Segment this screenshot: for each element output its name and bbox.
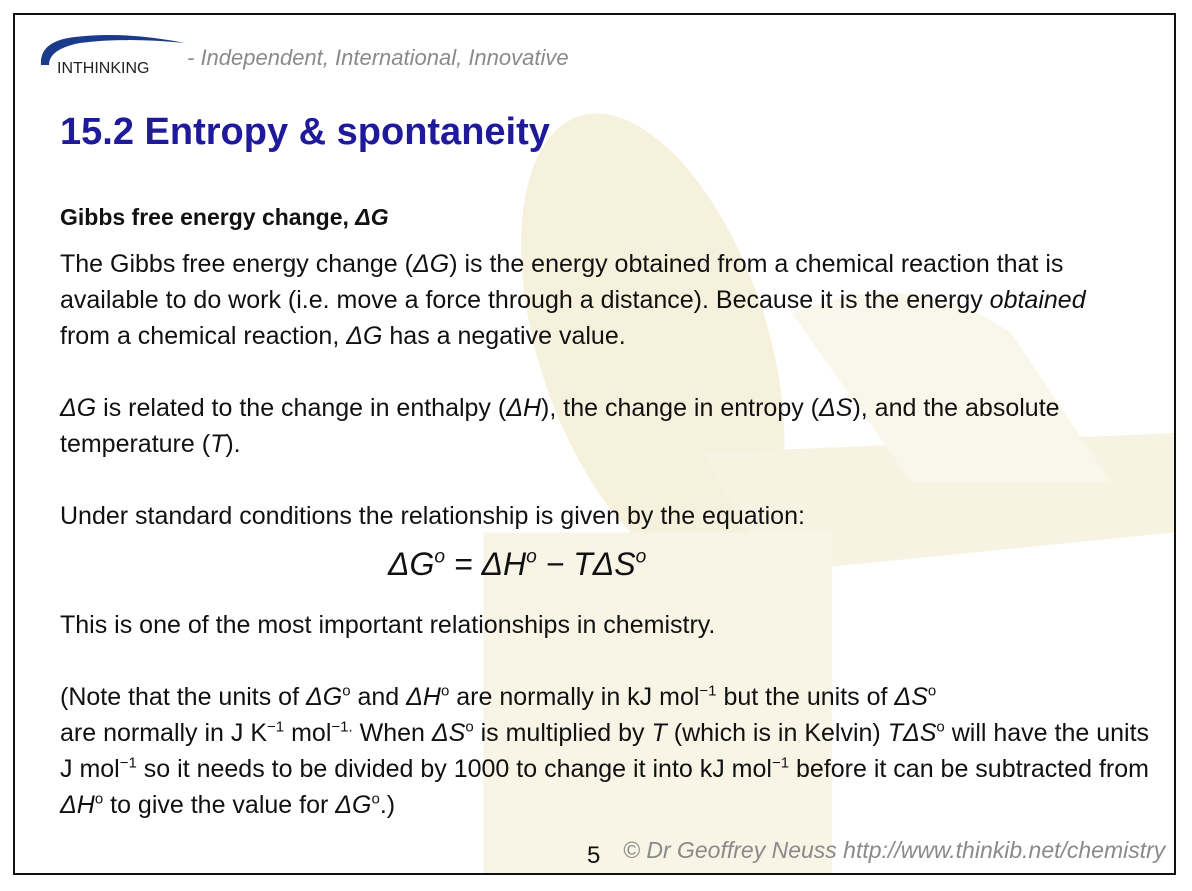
section-heading: Gibbs free energy change, ΔG (60, 204, 389, 230)
page-number: 5 (587, 842, 601, 869)
gibbs-equation: $\Delta G^o = \Delta H^o - T\Delta S^o$ (388, 546, 647, 582)
paragraph-importance: This is one of the most important relationships in chemistry. (60, 611, 716, 639)
slide-title: 15.2 Entropy & spontaneity (60, 111, 550, 153)
inthinking-logo (35, 29, 195, 77)
paragraph-units-note: (Note that the units of $\Delta G^o$ and $\Delta H^o$ are normally in kJ mol$^{-1}$ but the units of $\Delta S^o$ are normally in J $K^{-1}$ mol$^{-1.}$ When $\Delta S^o$ is multiplied by T (which is in Kelvin) TΔS$^o$ will have the units J mol$^{-1}$ so it needs to be divided by 1000 to change it into kJ mol$^{-1}$ before it can be subtracted from $\Delta H^o$ to give the value for $\Delta G^o$.) (60, 682, 1150, 819)
slide (13, 13, 1176, 875)
tagline: - Independent, International, Innovative (187, 45, 569, 70)
paragraph-standard-conditions: Under standard conditions the relationship is given by the equation: (60, 502, 805, 530)
copyright-footer: © Dr Geoffrey Neuss http://www.thinkib.net/chemistry (623, 837, 1166, 863)
paragraph-gibbs-definition: The Gibbs free energy change (ΔG) is the energy obtained from a chemical reaction that is available to do work (i.e. move a force through a distance). Because it is the energy obtained from a chemical reaction, ΔG has a negative value. (60, 250, 1086, 350)
paragraph-relationship: ΔG is related to the change in enthalpy (ΔH), the change in entropy (ΔS), and the absolute temperature (T). (60, 394, 1060, 458)
svg-text:INTHINKING: INTHINKING (57, 60, 150, 77)
